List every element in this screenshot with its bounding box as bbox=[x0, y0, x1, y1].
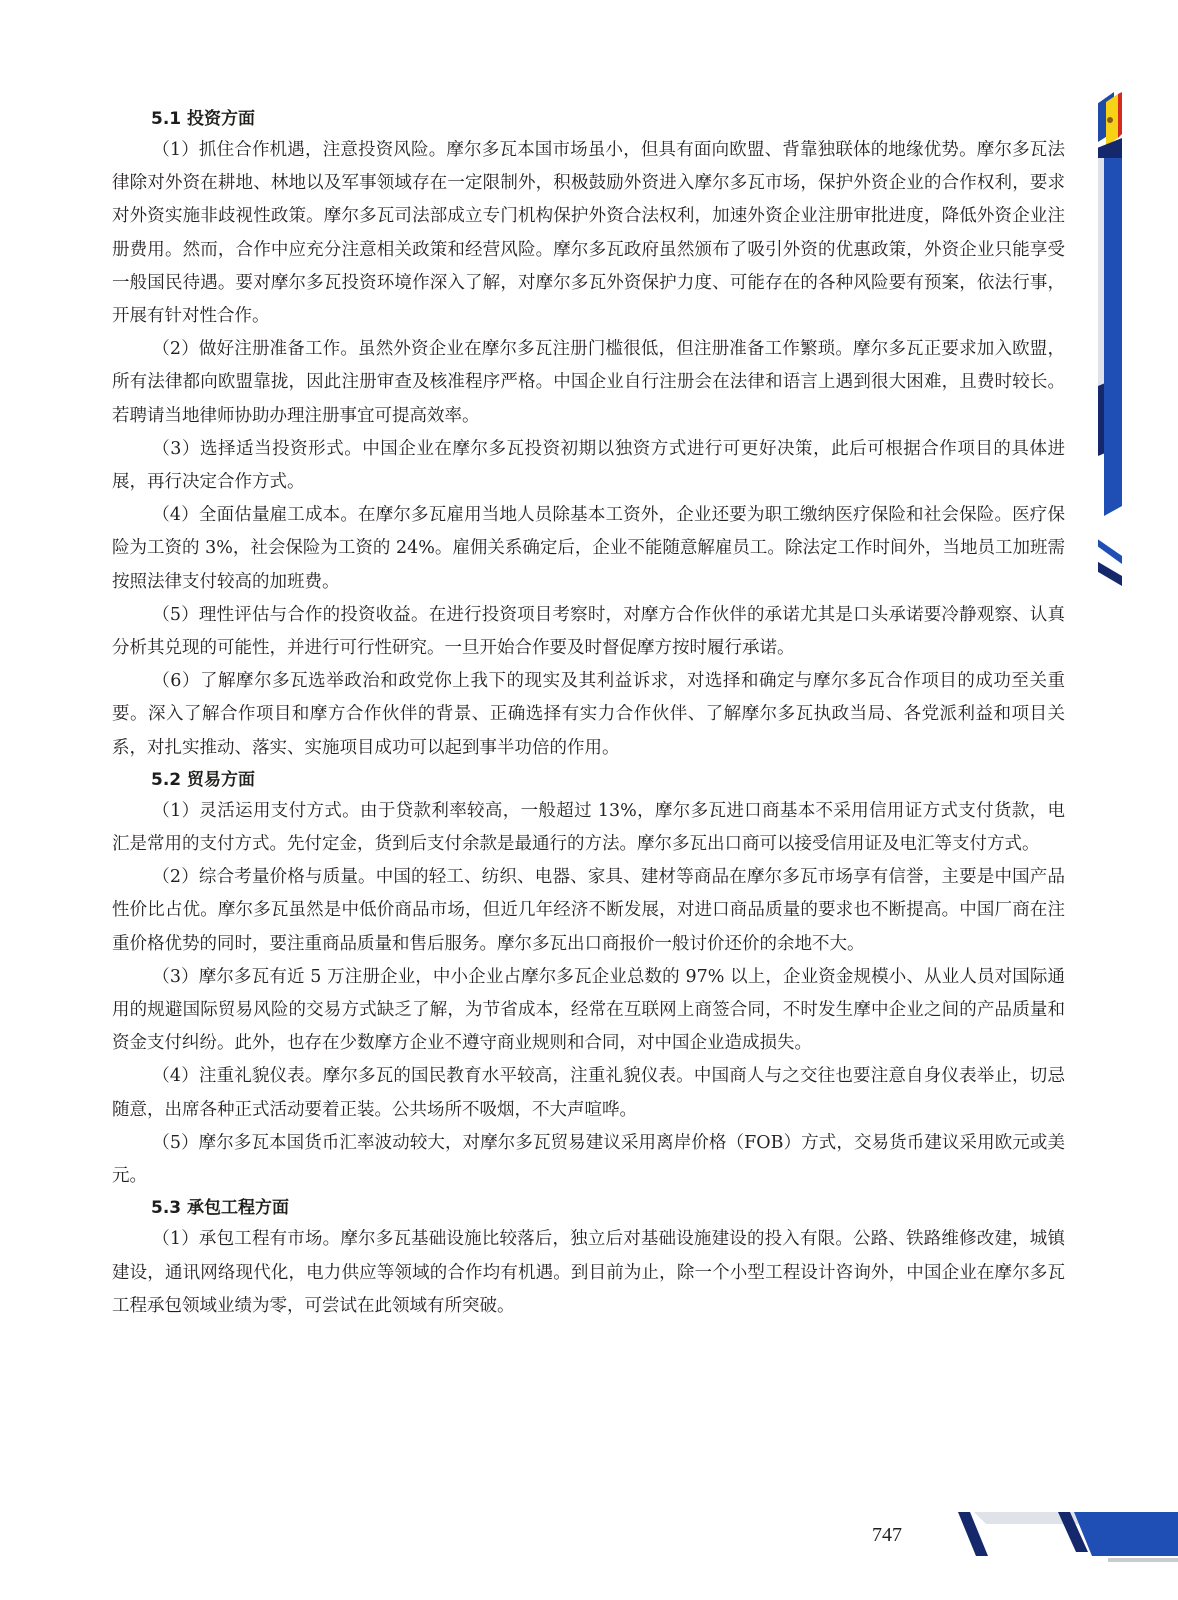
paragraph: （6）了解摩尔多瓦选举政治和政党你上我下的现实及其利益诉求，对选择和确定与摩尔多瓦合作项目的成功至关重要。深入了解合作项目和摩方合作伙伴的背景、正确选择有实力合作伙伴、了解摩尔多瓦执政当局、各党派利益和项目关系，对扎实推动、落实、实施项目成功可以起到事半功倍的作用。 bbox=[112, 671, 1065, 758]
paragraph: （5）理性评估与合作的投资收益。在进行投资项目考察时，对摩方合作伙伴的承诺尤其是口头承诺要冷静观察、认真分析其兑现的可能性，并进行可行性研究。一旦开始合作要及时督促摩方按时履行承诺。 bbox=[112, 604, 1065, 659]
paragraph: （2）做好注册准备工作。虽然外资企业在摩尔多瓦注册门槛很低，但注册准备工作繁琐。摩尔多瓦正要求加入欧盟，所有法律都向欧盟靠拢，因此注册审查及核准程序严格。中国企业自行注册会在法律和语言上遇到很大困难，且费时较长。若聘请当地律师协助办理注册事宜可提高效率。 bbox=[112, 339, 1065, 426]
section-heading: 5.3 承包工程方面 bbox=[151, 1198, 290, 1219]
page-content bbox=[112, 104, 1065, 1323]
moldova-flag-icon bbox=[1098, 92, 1122, 146]
paragraph: （1）抓住合作机遇，注意投资风险。摩尔多瓦本国市场虽小，但具有面向欧盟、背靠独联体的地缘优势。摩尔多瓦法律除对外资在耕地、林地以及军事领域存在一定限制外，积极鼓励外资进入摩尔多瓦市场，保护外资企业的合作权利，要求对外资实施非歧视性政策。摩尔多瓦司法部成立专门机构保护外资合法权利，加速外资企业注册审批进度，降低外资企业注册费用。然而，合作中应充分注意相关政策和经营风险。摩尔多瓦政府虽然颁布了吸引外资的优惠政策，外资企业只能享受一般国民待遇。要对摩尔多瓦投资环境作深入了解，对摩尔多瓦外资保护力度、可能存在的各种风险要有预案，依法行事，开展有针对性合作。 bbox=[112, 140, 1065, 327]
paragraph: （2）综合考量价格与质量。中国的轻工、纺织、电器、家具、建材等商品在摩尔多瓦市场享有信誉，主要是中国产品性价比占优。摩尔多瓦虽然是中低价商品市场，但近几年经济不断发展，对进口商品质量的要求也不断提高。中国厂商在注重价格优势的同时，要注重商品质量和售后服务。摩尔多瓦出口商报价一般讨价还价的余地不大。 bbox=[112, 867, 1065, 954]
paragraph: （4）全面估量雇工成本。在摩尔多瓦雇用当地人员除基本工资外，企业还要为职工缴纳医疗保险和社会保险。医疗保险为工资的 3%，社会保险为工资的 24%。雇佣关系确定后，企业不能随意解雇员工。除法定工作时间外，当地员工加班需按照法律支付较高的加班费。 bbox=[112, 505, 1065, 592]
paragraph: （1）承包工程有市场。摩尔多瓦基础设施比较落后，独立后对基础设施建设的投入有限。公路、铁路维修改建，城镇建设，通讯网络现代化，电力供应等领域的合作均有机遇。到目前为止，除一个小型工程设计咨询外，中国企业在摩尔多瓦工程承包领域业绩为零，可尝试在此领域有所突破。 bbox=[112, 1229, 1065, 1316]
side-decoration bbox=[1098, 86, 1178, 590]
section-heading: 5.2 贸易方面 bbox=[151, 769, 256, 790]
paragraph: （4）注重礼貌仪表。摩尔多瓦的国民教育水平较高，注重礼貌仪表。中国商人与之交往也要注意自身仪表举止，切忌随意，出席各种正式活动要着正装。公共场所不吸烟，不大声喧哗。 bbox=[112, 1066, 1065, 1120]
footer-decoration bbox=[958, 1512, 1178, 1568]
paragraph: （3）选择适当投资形式。中国企业在摩尔多瓦投资初期以独资方式进行可更好决策，此后可根据合作项目的具体进展，再行决定合作方式。 bbox=[112, 438, 1065, 493]
section-heading: 5.1 投资方面 bbox=[151, 109, 256, 129]
paragraph: （3）摩尔多瓦有近 5 万注册企业，中小企业占摩尔多瓦企业总数的 97% 以上，企业资金规模小、从业人员对国际通用的规避国际贸易风险的交易方式缺乏了解，为节省成本，经常在互联网上商签合同，不时发生摩中企业之间的产品质量和资金支付纠纷。此外，也存在少数摩方企业不遵守商业规则和合同，对中国企业造成损失。 bbox=[112, 966, 1065, 1054]
page-number: 747 bbox=[872, 1524, 902, 1546]
paragraph: （1）灵活运用支付方式。由于贷款利率较高，一般超过 13%，摩尔多瓦进口商基本不采用信用证方式支付货款，电汇是常用的支付方式。先付定金，货到后支付余款是最通行的方法。摩尔多瓦出口商可以接受信用证及电汇等支付方式。 bbox=[112, 800, 1065, 855]
paragraph: （5）摩尔多瓦本国货币汇率波动较大，对摩尔多瓦贸易建议采用离岸价格（FOB）方式，交易货币建议采用欧元或美元。 bbox=[112, 1132, 1065, 1187]
